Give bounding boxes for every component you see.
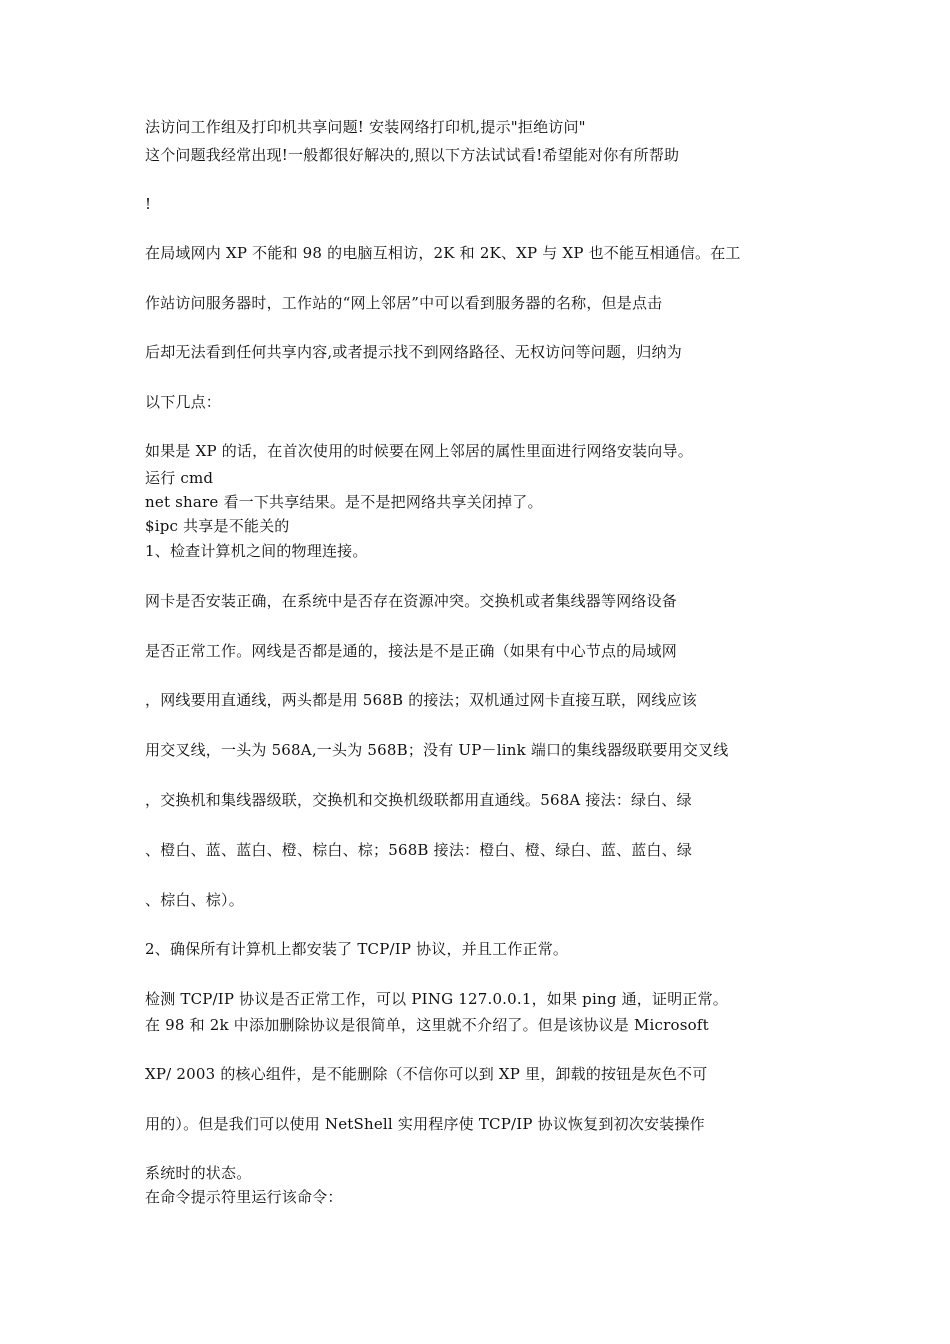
text-line: 在局域网内 XP 不能和 98 的电脑互相访，2K 和 2K、XP 与 XP 也不能互相通信。在工 (145, 244, 741, 262)
text-line: ，网线要用直通线，两头都是用 568B 的接法；双机通过网卡直接互联，网线应该 (145, 691, 697, 709)
text-line: 是否正常工作。网线是否都是通的，接法是不是正确（如果有中心节点的局域网 (145, 642, 678, 660)
text-line: 、橙白、蓝、蓝白、橙、棕白、棕；568B 接法：橙白、橙、绿白、蓝、蓝白、绿 (145, 841, 693, 859)
text-line: 系统时的状态。 (145, 1164, 252, 1182)
text-line: 法访问工作组及打印机共享问题! 安装网络打印机,提示"拒绝访问" (145, 118, 586, 136)
text-line: 2、确保所有计算机上都安装了 TCP/IP 协议，并且工作正常。 (145, 940, 569, 958)
text-line: 用的）。但是我们可以使用 NetShell 实用程序使 TCP/IP 协议恢复到初次安装操作 (145, 1115, 705, 1133)
text-line: 以下几点： (145, 393, 222, 411)
text-line: 如果是 XP 的话，在首次使用的时候要在网上邻居的属性里面进行网络安装向导。 (145, 442, 693, 460)
text-line: 、棕白、棕）。 (145, 891, 244, 909)
text-line: ! (145, 195, 152, 213)
text-line: 后却无法看到任何共享内容,或者提示找不到网络路径、无权访问等问题，归纳为 (145, 343, 682, 361)
text-line: net share 看一下共享结果。是不是把网络共享关闭掉了。 (145, 493, 543, 511)
text-line: 网卡是否安装正确，在系统中是否存在资源冲突。交换机或者集线器等网络设备 (145, 592, 678, 610)
text-line: XP/ 2003 的核心组件，是不能删除（不信你可以到 XP 里，卸载的按钮是灰色不可 (145, 1065, 708, 1083)
text-line: 在命令提示符里运行该命令： (145, 1188, 343, 1206)
text-line: 用交叉线，一头为 568A,一头为 568B；没有 UP－link 端口的集线器级联要用交叉线 (145, 741, 729, 759)
text-line: ，交换机和集线器级联，交换机和交换机级联都用直通线。568A 接法：绿白、绿 (145, 791, 692, 809)
text-line: 检测 TCP/IP 协议是否正常工作，可以 PING 127.0.0.1，如果 ping 通，证明正常。 (145, 990, 729, 1008)
text-line: $ipc 共享是不能关的 (145, 517, 290, 535)
text-line: 1、检查计算机之间的物理连接。 (145, 542, 368, 560)
text-line: 运行 cmd (145, 469, 214, 487)
text-line: 在 98 和 2k 中添加删除协议是很简单，这里就不介绍了。但是该协议是 Microsoft (145, 1016, 709, 1034)
text-line: 这个问题我经常出现!一般都很好解决的,照以下方法试试看!希望能对你有所帮助 (145, 146, 680, 164)
text-line: 作站访问服务器时，工作站的“网上邻居”中可以看到服务器的名称，但是点击 (145, 294, 663, 312)
